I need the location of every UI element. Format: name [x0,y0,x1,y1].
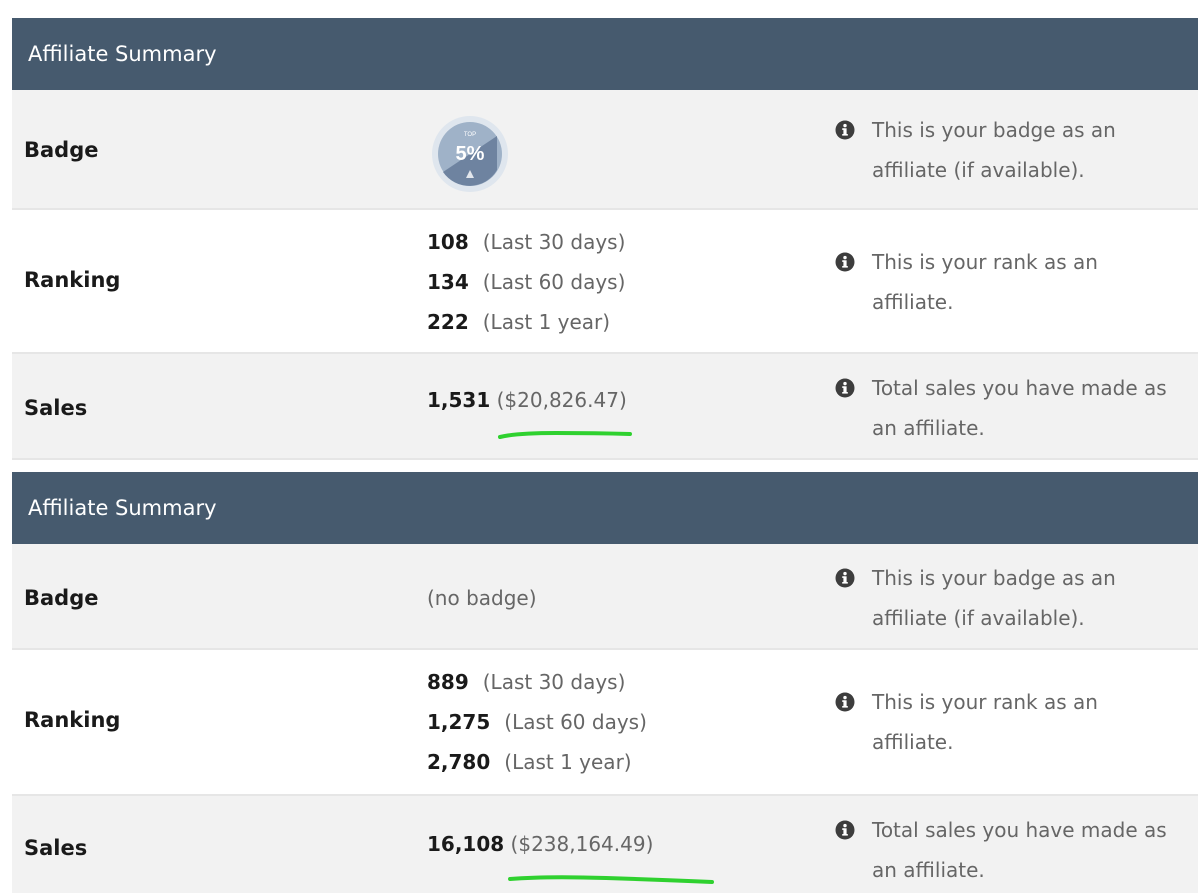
ranking-values [427,662,647,782]
affiliate-summary-panel [12,18,1198,460]
badge-help [834,558,1174,638]
rank-period: (Last 60 days) [504,710,647,734]
sales-value [427,388,627,412]
rank-value: 1,275 [427,710,491,734]
ranking-line [427,262,625,302]
rank-value: 889 [427,670,469,694]
info-circle-icon [834,120,856,140]
panel-header [12,18,1198,90]
sales-value [427,832,653,856]
ranking-line [427,702,647,742]
info-circle-icon [834,692,856,712]
badge-label: Badge [24,586,99,610]
badge-percent-text: 5% [455,143,485,165]
ranking-values [427,222,625,342]
rank-period: (Last 60 days) [482,270,626,294]
sales-row [12,354,1198,460]
ranking-help-text: This is your rank as an affiliate. [872,250,1098,314]
ranking-line [427,302,625,342]
sales-help [834,368,1174,448]
green-underline-annotation [496,428,636,442]
sales-amount: ($20,826.47) [496,388,627,412]
top-5-percent-badge-icon [430,114,510,194]
ranking-help-text: This is your rank as an affiliate. [872,690,1098,754]
ranking-label: Ranking [24,268,121,292]
ranking-line [427,222,625,262]
badge-value [430,114,510,199]
ranking-help [834,682,1174,762]
info-circle-icon [834,820,856,840]
panel-title: Affiliate Summary [28,496,217,520]
info-circle-icon [834,568,856,588]
badge-top-text: TOP [463,132,477,138]
rank-value: 222 [427,310,469,334]
rank-period: (Last 1 year) [504,750,632,774]
sales-count: 16,108 [427,832,505,856]
rank-period: (Last 30 days) [482,230,626,254]
ranking-line [427,662,647,702]
sales-count: 1,531 [427,388,491,412]
ranking-help [834,242,1174,322]
panel-header [12,472,1198,544]
rank-value: 108 [427,230,469,254]
no-badge-text: (no badge) [427,586,537,610]
sales-row [12,796,1198,893]
badge-help-text: This is your badge as an affiliate (if available). [872,566,1116,630]
badge-row [12,90,1198,210]
sales-label: Sales [24,836,88,860]
rank-value: 134 [427,270,469,294]
ranking-row [12,650,1198,796]
rank-period: (Last 1 year) [482,310,611,334]
rank-period: (Last 30 days) [482,670,626,694]
sales-help-text: Total sales you have made as an affiliate. [872,376,1167,440]
sales-help [834,810,1174,890]
sales-help-text: Total sales you have made as an affiliate. [872,818,1167,882]
badge-help [834,110,1174,190]
badge-label: Badge [24,138,99,162]
badge-value [427,586,537,610]
green-underline-annotation [506,872,716,888]
sales-amount: ($238,164.49) [510,832,654,856]
ranking-row [12,210,1198,354]
rank-value: 2,780 [427,750,491,774]
badge-row [12,544,1198,650]
affiliate-summary-panel [12,472,1198,893]
ranking-label: Ranking [24,708,121,732]
panel-title: Affiliate Summary [28,42,217,66]
sales-label: Sales [24,396,88,420]
info-circle-icon [834,378,856,398]
ranking-line [427,742,647,782]
info-circle-icon [834,252,856,272]
badge-help-text: This is your badge as an affiliate (if available). [872,118,1116,182]
